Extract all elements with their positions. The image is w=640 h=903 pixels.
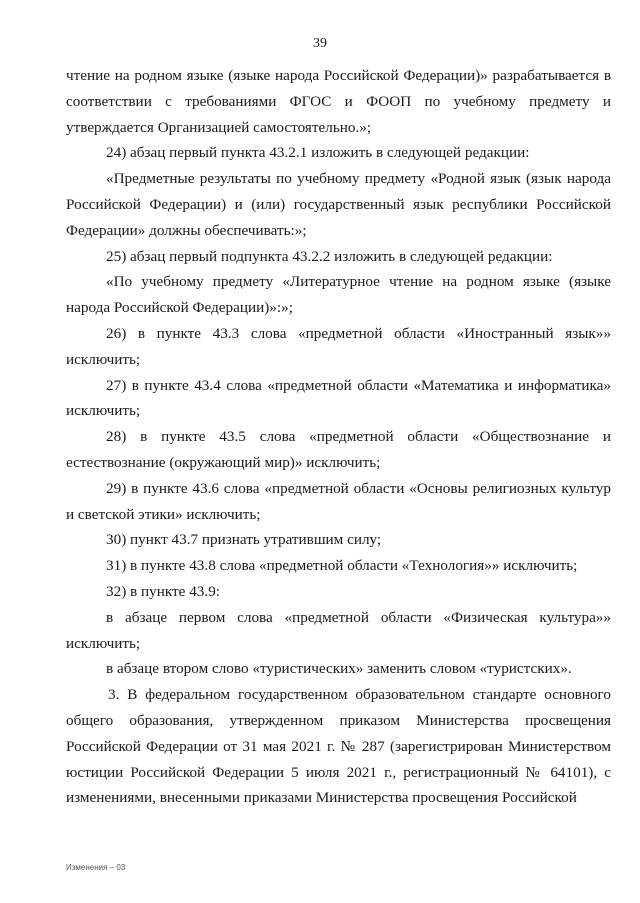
page-number: 39 <box>313 36 327 51</box>
paragraph-item-27: 27) в пункте 43.4 слова «предметной области «Математика и информатика» исключить; <box>66 376 611 420</box>
paragraph-item-28: 28) в пункте 43.5 слова «предметной области «Обществознание и естествознание (окружающий мир)» исключить; <box>66 428 611 471</box>
paragraph-section-3: 3. В федеральном государственном образовательном стандарте основного общего образования, утвержденном приказом Министерства просвещения Российской Федерации от 31 мая 2021 г. № 287 (зарегистрирован Министерством юстиции Российской Федерации 5 июля 2021 г., регистрационный № 64101), с изменениями, внесенными приказами Министерства просвещения Российской <box>66 686 611 807</box>
paragraph-quote-24: «Предметные результаты по учебному предмету «Родной язык (язык народа Российской Федерации) и (или) государственный язык республики Российской Федерации» должны обеспечивать:»; <box>66 170 611 239</box>
paragraph-item-26: 26) в пункте 43.3 слова «предметной области «Иностранный язык»» исключить; <box>66 324 611 368</box>
paragraph-item-24: 24) абзац первый пункта 43.2.1 изложить в следующей редакции: <box>106 144 530 162</box>
paragraph-item-32: 32) в пункте 43.9: <box>106 582 221 600</box>
page-footer: Изменения – 03 <box>66 863 126 872</box>
paragraph-item-30: 30) пункт 43.7 признать утратившим силу; <box>106 531 382 549</box>
paragraph-item-25: 25) абзац первый подпункта 43.2.2 изложить в следующей редакции: <box>106 247 553 265</box>
paragraph-continuation: чтение на родном языке (языке народа Российской Федерации)» разрабатывается в соответствии с требованиями ФГОС и ФООП по учебному предмету и утверждается Организацией самостоятельно.»; <box>66 67 611 136</box>
paragraph-item-32-sub2: в абзаце втором слово «туристических» заменить словом «туристских». <box>106 660 572 678</box>
document-body <box>66 63 611 811</box>
paragraph-item-31: 31) в пункте 43.8 слова «предметной области «Технология»» исключить; <box>106 557 578 575</box>
paragraph-item-32-sub1: в абзаце первом слова «предметной области «Физическая культура»» исключить; <box>66 608 611 652</box>
paragraph-quote-25: «По учебному предмету «Литературное чтение на родном языке (языке народа Российской Федерации)»:»; <box>66 273 611 317</box>
paragraph-item-29: 29) в пункте 43.6 слова «предметной области «Основы религиозных культур и светской этики» исключить; <box>66 479 611 523</box>
